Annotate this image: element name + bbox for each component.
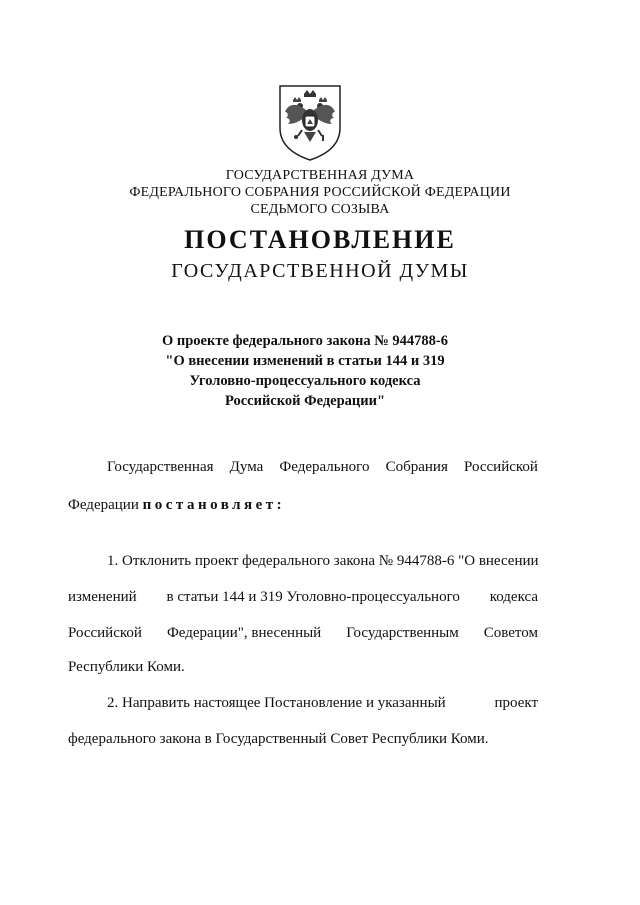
header-line-assembly: ФЕДЕРАЛЬНОГО СОБРАНИЯ РОССИЙСКОЙ ФЕДЕРАЦИИ (129, 185, 511, 200)
document-title: ПОСТАНОВЛЕНИЕ (184, 225, 456, 254)
preamble-word: Собрания (385, 459, 448, 475)
item1-word: в статьи 144 и 319 Уголовно-процессуального (166, 589, 460, 605)
item1-word: Российской (68, 625, 142, 641)
item1-word: Государственным (346, 625, 459, 641)
subject-line-4: Российской Федерации" (224, 393, 386, 409)
item1-line-1: 1. Отклонить проект федерального закона № 944788-6 "О внесении (107, 553, 539, 569)
item2-line-2: федерального закона в Государственный Совет Республики Коми. (68, 731, 489, 747)
item2-word: проект (494, 695, 538, 711)
header-line-duma: ГОСУДАРСТВЕННАЯ ДУМА (225, 168, 415, 183)
item2-word: 2. Направить настоящее Постановление и указанный (107, 695, 446, 711)
subject-line-3: Уголовно-процессуального кодекса (189, 373, 421, 389)
header-line-convocation: СЕДЬМОГО СОЗЫВА (250, 202, 390, 217)
item1-word: Федерации", внесенный (166, 625, 322, 641)
item1-line-2 (68, 589, 538, 606)
item2-line-1 (107, 695, 538, 712)
subject-line-2: "О внесении изменений в статьи 144 и 319 (165, 353, 445, 369)
item1-line-3 (68, 625, 538, 642)
preamble-word: Федерального (279, 459, 370, 475)
preamble-federation-word: Федерации (68, 497, 139, 513)
preamble-word: Дума (229, 459, 264, 475)
document-subtitle: ГОСУДАРСТВЕННОЙ ДУМЫ (171, 260, 469, 282)
coat-of-arms-emblem (276, 84, 344, 162)
item1-word: кодекса (489, 589, 538, 605)
item1-line-4: Республики Коми. (68, 659, 185, 675)
preamble-line-1 (107, 459, 538, 476)
item1-word: изменений (68, 589, 137, 605)
resolves-word: постановляет: (142, 497, 286, 513)
preamble-word: Российской (464, 459, 538, 475)
preamble-line-2 (68, 497, 285, 514)
preamble-word: Государственная (107, 459, 214, 475)
subject-line-1: О проекте федерального закона № 944788-6 (161, 333, 449, 349)
item1-word: Советом (483, 625, 538, 641)
